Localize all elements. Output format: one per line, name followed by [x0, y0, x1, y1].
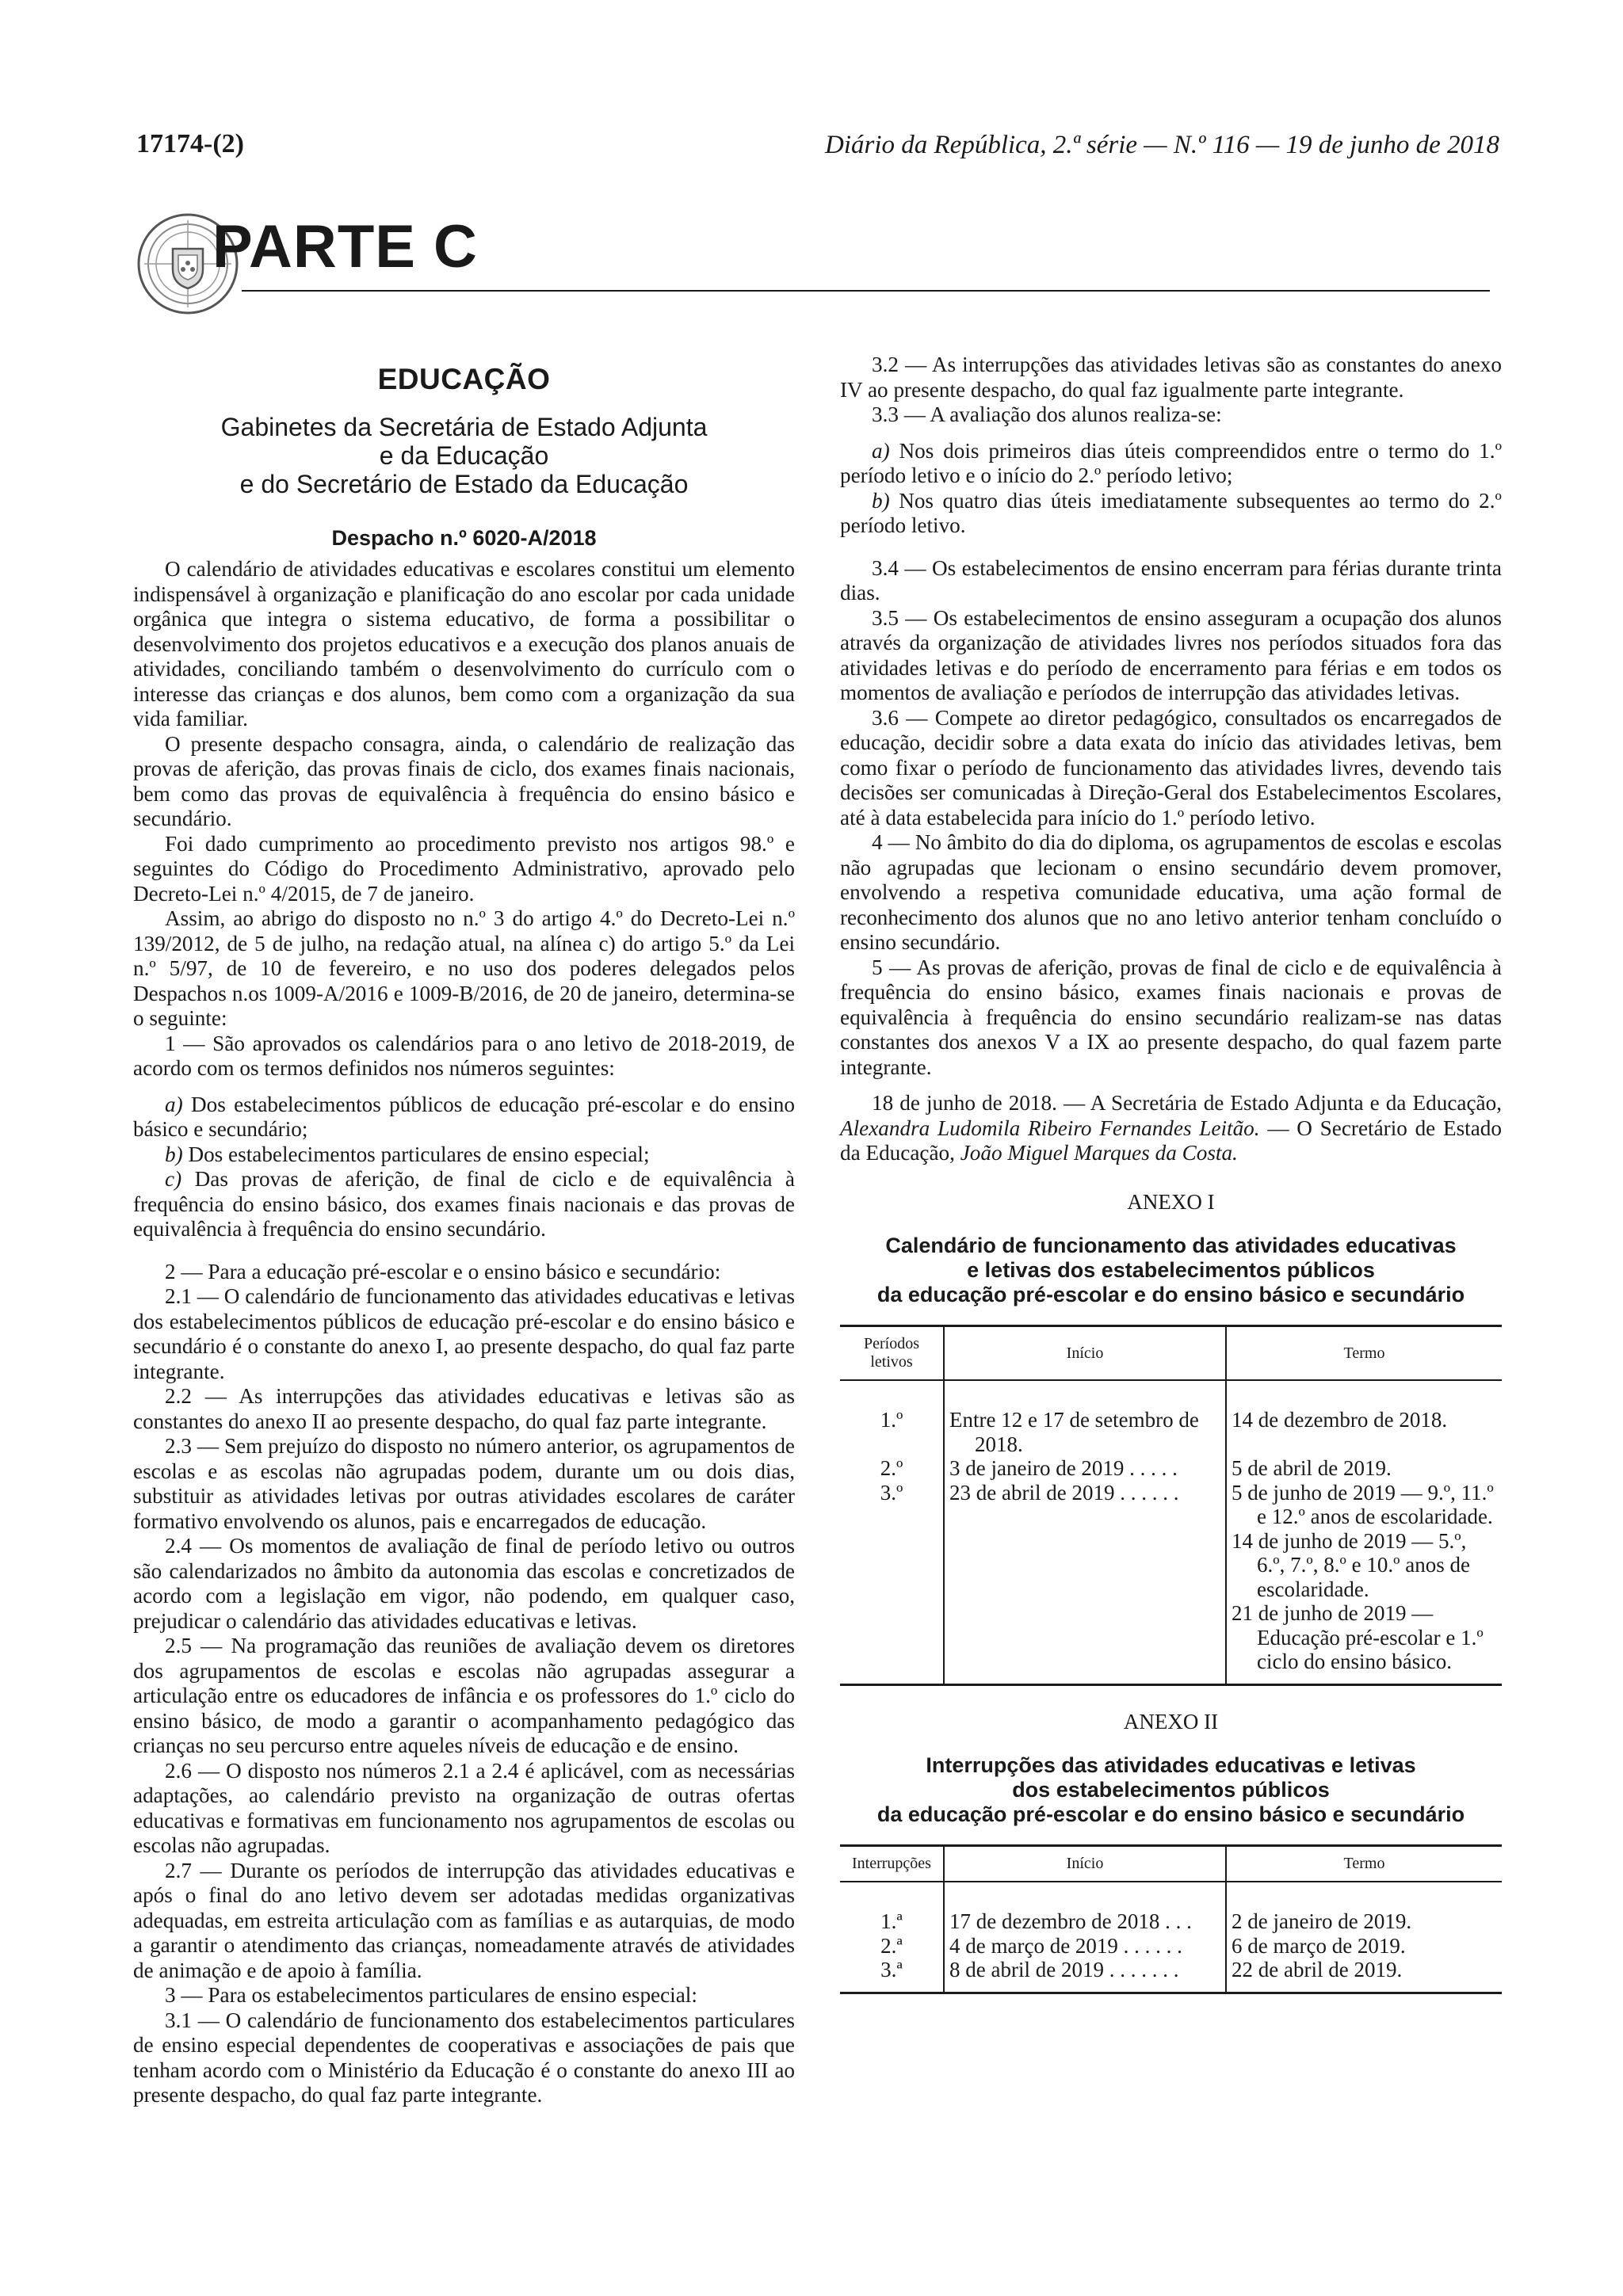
section-title: EDUCAÇÃO [377, 363, 551, 395]
annex-1-table [840, 1325, 1502, 1686]
despacho-title: Despacho n.º 6020-A/2018 [331, 526, 597, 550]
annex-1-label: ANEXO I [1127, 1189, 1215, 1214]
table-header: Termo [1226, 1846, 1502, 1882]
subtitle-line: Gabinetes da Secretária de Estado Adjunta [220, 413, 708, 441]
signature: 18 de junho de 2018. — A Secretária de Estado Adjunta e da Educação, Alexandra Ludomila Ribeiro Fernandes Leitão. — O Secretário de Estado da Educação, João Miguel Marques da Costa. [840, 1091, 1502, 1165]
paragraph: Foi dado cumprimento ao procedimento previsto nos artigos 98.º e seguintes do Código do Procedimento Administrativo, aprovado pelo Decreto-Lei n.º 4/2015, de 7 de janeiro. [133, 831, 795, 906]
list-item: c) Das provas de aferição, de final de ciclo e de equivalência à frequência do ensino básico, dos exames finais nacionais e das provas de equivalência à frequência do ensino secundário. [133, 1167, 795, 1241]
list-item: b) Nos quatro dias úteis imediatamente subsequentes ao termo do 2.º período letivo. [840, 488, 1502, 537]
paragraph: 2.5 — Na programação das reuniões de avaliação devem os diretores dos agrupamentos de escolas e escolas não agrupadas assegurar a articulação entre os educadores de infância e os professores do 1.º ciclo do ensino básico, de modo a garantir o acompanhamento pedagógico das crianças no seu percurso entre aqueles níveis de educação e de ensino. [133, 1634, 795, 1757]
paragraph: 3.5 — Os estabelecimentos de ensino asseguram a ocupação dos alunos através da organização de atividades livres nos períodos situados fora das atividades letivas e do período de encerramento para férias e em todos os momentos de avaliação e períodos de interrupção das atividades letivas. [840, 605, 1502, 704]
table-header: Interrupções [840, 1846, 944, 1882]
table-header: Início [944, 1846, 1226, 1882]
table-header: Períodos letivos [840, 1326, 944, 1381]
table-row: 1.ª 17 de dezembro de 2018 . . . 2 de janeiro de 2019. [840, 1882, 1502, 1934]
paragraph: 3.3 — A avaliação dos alunos realiza-se: [872, 402, 1222, 426]
paragraph: Assim, ao abrigo do disposto no n.º 3 do artigo 4.º do Decreto-Lei n.º 139/2012, de 5 de julho, na redação atual, na alínea c) do artigo 5.º da Lei n.º 5/97, de 10 de fevereiro, e no uso dos poderes delegados pelos Despachos n.os 1009-A/2016 e 1009-B/2016, de 20 de janeiro, determina-se o seguinte: [133, 906, 795, 1030]
table-header: Termo [1226, 1326, 1502, 1381]
left-column [133, 353, 795, 2108]
paragraph: 1 — São aprovados os calendários para o ano letivo de 2018-2019, de acordo com os termos definidos nos números seguintes: [133, 1031, 795, 1080]
annex-1-title: Calendário de funcionamento das atividades educativas e letivas dos estabelecimentos públicos da educação pré-escolar e do ensino básico e secundário [876, 1234, 1465, 1306]
part-divider [242, 290, 1490, 292]
part-title: PARTE C [212, 213, 478, 280]
table-row: 3.º 23 de abril de 2019 . . . . . . 5 de junho de 2019 — 9.º, 11.º e 12.º anos de escolaridade. 14 de junho de 2019 — 5.º, 6.º, 7.º, 8.º e 10.º anos de escolaridade. 21 de junho de 2019 — Educação pré-escolar e 1.º ciclo do ensino básico. [840, 1481, 1502, 1685]
paragraph: 4 — No âmbito do dia do diploma, os agrupamentos de escolas e escolas não agrupadas que lecionam o ensino secundário devem promover, envolvendo a respetiva comunidade educativa, uma ação formal de reconhecimento dos alunos que no ano letivo anterior tenham concluído o ensino secundário. [840, 830, 1502, 954]
table-row: 3.ª 8 de abril de 2019 . . . . . . . 22 de abril de 2019. [840, 1958, 1502, 1993]
list-item: a) Nos dois primeiros dias úteis compreendidos entre o termo do 1.º período letivo e o início do 2.º período letivo; [840, 438, 1502, 487]
subtitle-line: e do Secretário de Estado da Educação [239, 470, 689, 498]
paragraph: 3.6 — Compete ao diretor pedagógico, consultados os encarregados de educação, decidir sobre a data exata do início das atividades letivas, bem como fixar o período de funcionamento das atividades livres, devendo tais decisões ser comunicadas à Direção-Geral dos Estabelecimentos Escolares, até à data estabelecida para início do 1.º período letivo. [840, 705, 1502, 830]
paragraph: O calendário de atividades educativas e escolares constitui um elemento indispensável à organização e planificação do ano escolar por cada unidade orgânica que integra o sistema educativo, de forma a possibilitar o desenvolvimento dos projetos educativos e a execução dos planos anuais de atividades, conciliando também o desenvolvimento do currículo com o interesse das crianças e dos alunos, bem como com a organização da sua vida familiar. [133, 557, 795, 730]
paragraph: 3.2 — As interrupções das atividades letivas são as constantes do anexo IV ao presente despacho, do qual faz igualmente parte integrante. [840, 353, 1502, 402]
paragraph: O presente despacho consagra, ainda, o calendário de realização das provas de aferição, das provas finais de ciclo, dos exames finais nacionais, bem como das provas de equivalência à frequência do ensino básico e secundário. [133, 731, 795, 830]
annex-2-label: ANEXO II [1123, 1709, 1219, 1733]
paragraph: 2.3 — Sem prejuízo do disposto no número anterior, os agrupamentos de escolas e as escolas não agrupadas podem, durante um ou dois dias, substituir as atividades letivas por outras atividades escolares de caráter formativo envolvendo os alunos, pais e encarregados de educação. [133, 1434, 795, 1533]
annex-2-title: Interrupções das atividades educativas e letivas dos estabelecimentos públicos da educação pré-escolar e do ensino básico e secundário [876, 1753, 1465, 1826]
section-subtitle [133, 413, 795, 498]
journal-title: Diário da República, 2.ª série — N.º 116 — 19 de junho de 2018 [825, 131, 1499, 159]
paragraph: 2.6 — O disposto nos números 2.1 a 2.4 é aplicável, com as necessárias adaptações, ao calendário previsto na organização de outras ofertas educativas e formativas em funcionamento nos agrupamentos de escolas ou escolas não agrupadas. [133, 1758, 795, 1857]
annex-2-table [840, 1844, 1502, 1994]
paragraph: 2.1 — O calendário de funcionamento das atividades educativas e letivas dos estabelecimentos públicos de educação pré-escolar e do ensino básico e secundário é o constante do anexo I, ao presente despacho, do qual faz parte integrante. [133, 1284, 795, 1383]
page-number: 17174-(2) [136, 129, 244, 158]
paragraph: 3.4 — Os estabelecimentos de ensino encerram para férias durante trinta dias. [840, 555, 1502, 605]
table-row: 2.ª 4 de março de 2019 . . . . . . 6 de março de 2019. [840, 1934, 1502, 1958]
paragraph: 2.4 — Os momentos de avaliação de final de período letivo ou outros são calendarizados no âmbito da autonomia das escolas e concretizados de acordo com a legislação em vigor, não podendo, em qualquer caso, prejudicar o calendário das atividades educativas e letivas. [133, 1534, 795, 1633]
right-column [840, 353, 1502, 1994]
table-row: 1.º Entre 12 e 17 de setembro de 2018. 14 de dezembro de 2018. [840, 1380, 1502, 1456]
paragraph: 3.1 — O calendário de funcionamento dos estabelecimentos particulares de ensino especial dependentes de cooperativas e associações de pais que tenham acordo com o Ministério da Educação é o constante do anexo III ao presente despacho, do qual faz parte integrante. [133, 2008, 795, 2107]
paragraph: 2.2 — As interrupções das atividades educativas e letivas são as constantes do anexo II ao presente despacho, do qual faz parte integrante. [133, 1384, 795, 1433]
paragraph: 2.7 — Durante os períodos de interrupção das atividades educativas e após o final do ano letivo devem ser adotadas medidas organizativas adequadas, em estreita articulação com as famílias e as autarquias, de modo a garantir o atendimento das crianças, nomeadamente através de atividades de animação e de apoio à família. [133, 1858, 795, 1982]
table-header: Início [944, 1326, 1226, 1381]
paragraph: 3 — Para os estabelecimentos particulares de ensino especial: [165, 1983, 697, 2007]
table-row: 2.º 3 de janeiro de 2019 . . . . . 5 de abril de 2019. [840, 1456, 1502, 1481]
list-item: a) Dos estabelecimentos públicos de educação pré-escolar e do ensino básico e secundário; [133, 1092, 795, 1141]
list-item: b) Dos estabelecimentos particulares de ensino especial; [165, 1142, 650, 1166]
subtitle-line: e da Educação [379, 441, 549, 470]
paragraph: 5 — As provas de aferição, provas de final de ciclo e de equivalência à frequência do ensino básico, exames finais nacionais e provas de equivalência à frequência do ensino secundário realizam-se nas datas constantes dos anexos V a IX ao presente despacho, do qual fazem parte integrante. [840, 955, 1502, 1079]
paragraph: 2 — Para a educação pré-escolar e o ensino básico e secundário: [165, 1259, 721, 1283]
